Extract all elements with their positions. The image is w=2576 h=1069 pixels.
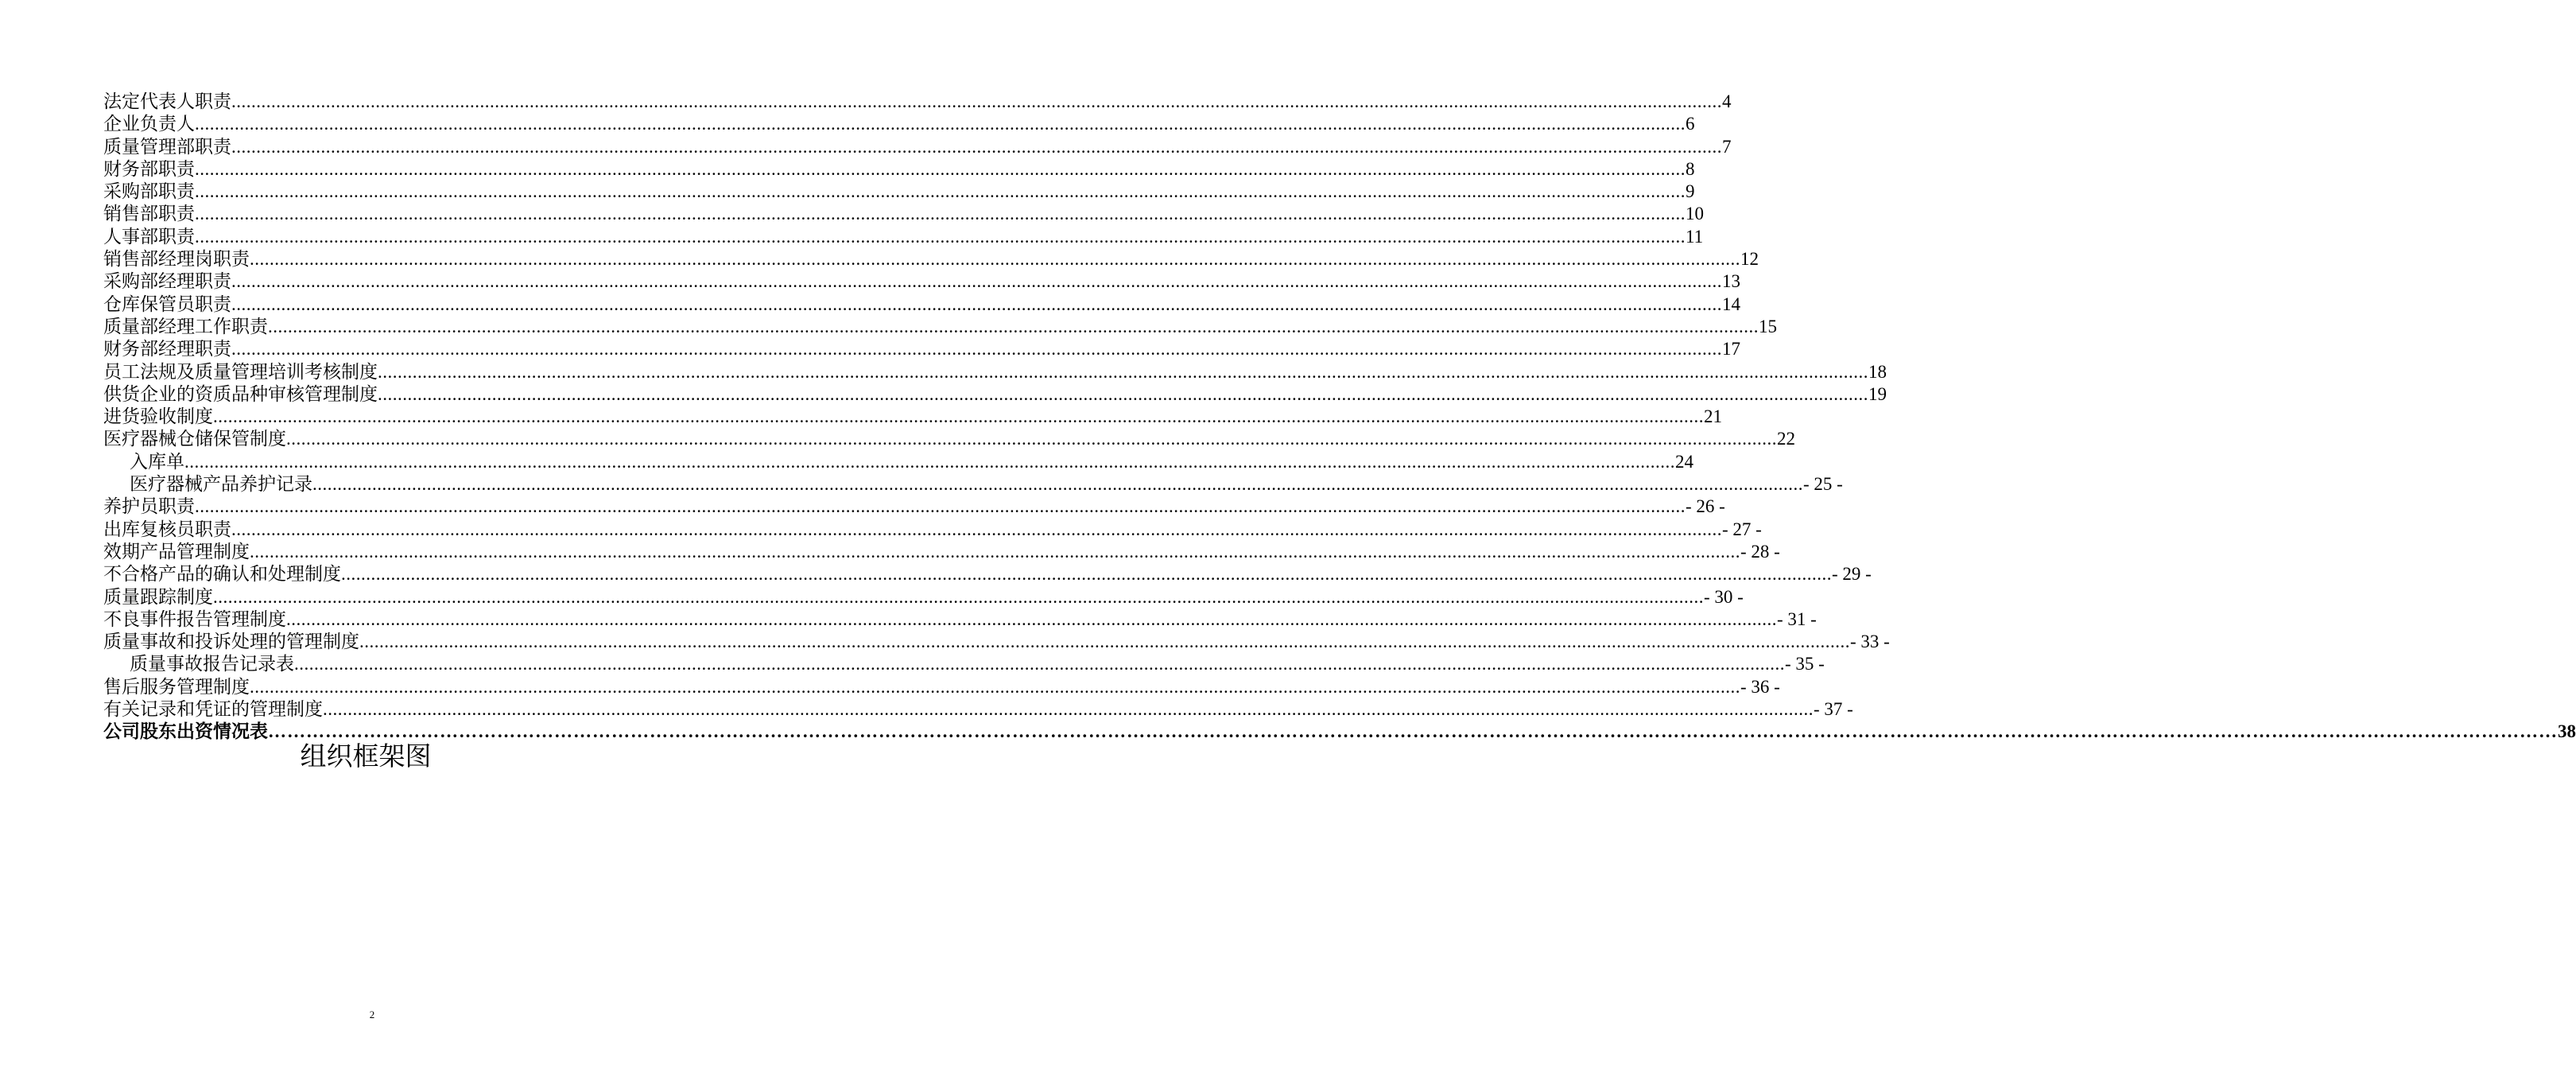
toc-entry-page: - 33 -: [1850, 632, 1890, 652]
toc-entry-title: 法定代表人职责: [103, 91, 231, 112]
toc-entry-title: 人事部职责: [103, 226, 195, 247]
toc-entry-page: 24: [1675, 451, 1693, 472]
toc-entry-title: 质量跟踪制度: [103, 586, 213, 608]
toc-entry-title: 出库复核员职责: [103, 519, 231, 540]
toc-entry[interactable]: [103, 270, 1740, 293]
toc-entry-title: 养护员职责: [103, 496, 195, 518]
toc-entry-title: 采购部职责: [103, 181, 195, 203]
toc-entry[interactable]: [103, 91, 1732, 113]
toc-entry[interactable]: [103, 676, 1780, 698]
toc-entry[interactable]: [103, 136, 1732, 158]
toc-dot-leader: ............................................................................................................................................................................................................................................................................................................: [231, 271, 1722, 292]
toc-entry[interactable]: [103, 541, 1780, 563]
toc-entry[interactable]: [103, 631, 1890, 653]
toc-dot-leader: ............................................................................................................................................................................................................................................................................................................: [250, 676, 1740, 697]
toc-dot-leader: ............................................................................................................................................................................................................................................................................................................: [231, 136, 1722, 157]
toc-entry-page: 11: [1686, 226, 1704, 247]
toc-entry-page: 22: [1777, 429, 1795, 449]
toc-entry-title: 财务部职责: [103, 158, 195, 180]
toc-dot-leader: ............................................................................................................................................................................................................................................................................................................: [323, 699, 1814, 720]
toc-entry-page: 7: [1722, 136, 1732, 157]
toc-entry[interactable]: [103, 248, 1759, 270]
toc-entry-title: 销售部经理岗职责: [103, 249, 250, 270]
toc-entry-page: 12: [1740, 249, 1759, 270]
toc-entry-page: 15: [1759, 316, 1777, 336]
toc-dot-leader: ............................................................................................................................................................................................................................................................................................................: [195, 181, 1686, 202]
toc-entry[interactable]: [103, 316, 1777, 338]
toc-entry-title: 不合格产品的确认和处理制度: [103, 564, 341, 585]
toc-dot-leader: ............................................................................................................................................................................................................................................................................................................: [231, 293, 1722, 314]
toc-entry[interactable]: [103, 181, 1695, 203]
toc-entry-page: - 26 -: [1686, 496, 1725, 517]
toc-entry-page: - 35 -: [1785, 654, 1825, 674]
toc-dot-leader: ............................................................................................................................................................................................................................................................................................................: [213, 406, 1704, 427]
toc-entry[interactable]: [103, 293, 1740, 316]
toc-dot-leader: ............................................................................................................................................................................................................................................................................................................: [359, 632, 1850, 652]
toc-dot-leader: ............................................................................................................................................................................................................................................................................................................: [231, 519, 1722, 539]
toc-entry-page: 10: [1686, 204, 1704, 224]
toc-entry-title: 质量事故报告记录表: [130, 654, 294, 675]
toc-entry[interactable]: [103, 203, 1704, 225]
toc-entry-title: 入库单: [130, 451, 184, 472]
toc-entry-page: 6: [1686, 114, 1695, 134]
toc-dot-leader: ............................................................................................................................................................................................................................................................................................................: [195, 496, 1686, 517]
toc-entry[interactable]: [103, 361, 1887, 383]
toc-entry-page: 18: [1868, 361, 1887, 382]
toc-dot-leader: ............................................................................................................................................................................................................................................................................................................: [250, 249, 1740, 270]
toc-dot-leader: ............................................................................................................................................................................................................................................................................................................: [378, 361, 1868, 382]
toc-entry[interactable]: [103, 383, 1887, 406]
toc-entry-title: 质量事故和投诉处理的管理制度: [103, 632, 359, 653]
toc-entry-title: 公司股东出资情况表: [103, 721, 268, 743]
toc-entry-title: 医疗器械仓储保管制度: [103, 429, 286, 450]
toc-dot-leader: ............................................................................................................................................................................................................................................................................................................: [250, 541, 1740, 562]
toc-entry-page: - 30 -: [1704, 586, 1744, 607]
toc-entry[interactable]: [103, 653, 1825, 675]
toc-entry-title: 质量部经理工作职责: [103, 316, 268, 337]
page-number: 2: [369, 1009, 375, 1020]
toc-dot-leader: ............................................................................................................................................................................................................................................................................................................: [195, 114, 1686, 134]
toc-entry-page: 21: [1704, 406, 1722, 427]
toc-dot-leader: ............................................................................................................................................................................................................................................................................................................: [286, 429, 1777, 449]
toc-dot-leader: ............................................................................................................................................................................................................................................................................................................: [195, 158, 1686, 179]
toc-dot-leader: ............................................................................................................................................................................................................................................................................................................: [195, 204, 1686, 224]
toc-entry-title: 销售部职责: [103, 204, 195, 225]
toc-entry-page: 17: [1722, 339, 1740, 360]
toc-entry[interactable]: [103, 158, 1695, 181]
toc-entry[interactable]: [103, 113, 1695, 135]
toc-entry-page: 13: [1722, 271, 1740, 292]
toc-entry-page: 9: [1686, 181, 1695, 202]
toc-entry-page: 4: [1722, 91, 1732, 111]
toc-entry-title: 员工法规及质量管理培训考核制度: [103, 361, 378, 383]
toc-entry[interactable]: [103, 451, 1693, 473]
toc-entry-page: 38: [2558, 721, 2576, 742]
toc-entry[interactable]: [103, 519, 1762, 541]
toc-entry-title: 售后服务管理制度: [103, 676, 250, 698]
toc-entry[interactable]: [103, 338, 1740, 360]
toc-entry[interactable]: [103, 428, 1795, 450]
toc-entry-title: 采购部经理职责: [103, 271, 231, 293]
toc-entry[interactable]: [103, 406, 1722, 428]
toc-entry-page: - 25 -: [1803, 474, 1843, 495]
toc-dot-leader: ………………………………………………………………………………………………………………………………………………………………………………………………………………………………………………………………………………………………………………………………: [268, 721, 2558, 742]
toc-dot-leader: ............................................................................................................................................................................................................................................................................................................: [294, 654, 1785, 674]
toc-dot-leader: ............................................................................................................................................................................................................................................................................................................: [378, 383, 1868, 404]
toc-entry[interactable]: [103, 698, 1853, 721]
toc-entry[interactable]: [103, 563, 1872, 585]
toc-entry-page: - 36 -: [1740, 676, 1780, 697]
toc-entry-title: 质量管理部职责: [103, 136, 231, 157]
toc-entry-title: 效期产品管理制度: [103, 541, 250, 562]
toc-dot-leader: ............................................................................................................................................................................................................................................................................................................: [312, 474, 1803, 495]
toc-entry-title: 医疗器械产品养护记录: [130, 474, 312, 496]
toc-entry-page: 14: [1722, 293, 1740, 314]
toc-entry-page: - 27 -: [1722, 519, 1762, 539]
toc-entry[interactable]: [103, 496, 1725, 518]
toc-entry-title: 有关记录和凭证的管理制度: [103, 699, 323, 721]
toc-entry-page: 19: [1868, 383, 1887, 404]
toc-entry[interactable]: [103, 608, 1817, 631]
table-of-contents: [103, 91, 2576, 744]
toc-dot-leader: ............................................................................................................................................................................................................................................................................................................: [231, 339, 1722, 360]
toc-entry-title: 仓库保管员职责: [103, 293, 231, 315]
toc-entry-title: 进货验收制度: [103, 406, 213, 428]
toc-entry[interactable]: [103, 586, 1744, 608]
toc-dot-leader: ............................................................................................................................................................................................................................................................................................................: [341, 564, 1832, 585]
toc-entry-page: - 31 -: [1777, 608, 1817, 629]
toc-entry-page: 8: [1686, 158, 1695, 179]
toc-entry-title: 财务部经理职责: [103, 339, 231, 360]
toc-entry-title: 不良事件报告管理制度: [103, 608, 286, 630]
section-heading: 组织框架图: [300, 741, 432, 772]
toc-dot-leader: ............................................................................................................................................................................................................................................................................................................: [213, 586, 1704, 607]
toc-dot-leader: ............................................................................................................................................................................................................................................................................................................: [231, 91, 1722, 111]
toc-dot-leader: ............................................................................................................................................................................................................................................................................................................: [184, 451, 1675, 472]
toc-entry-page: - 29 -: [1832, 564, 1872, 585]
toc-entry-page: - 37 -: [1814, 699, 1853, 720]
toc-dot-leader: ............................................................................................................................................................................................................................................................................................................: [268, 316, 1759, 336]
toc-dot-leader: ............................................................................................................................................................................................................................................................................................................: [286, 608, 1777, 629]
toc-dot-leader: ............................................................................................................................................................................................................................................................................................................: [195, 226, 1686, 247]
toc-entry-title: 供货企业的资质品种审核管理制度: [103, 383, 378, 405]
toc-entry-page: - 28 -: [1740, 541, 1780, 562]
toc-entry[interactable]: [103, 226, 1704, 248]
toc-entry[interactable]: [103, 473, 1843, 496]
toc-entry-title: 企业负责人: [103, 114, 195, 135]
